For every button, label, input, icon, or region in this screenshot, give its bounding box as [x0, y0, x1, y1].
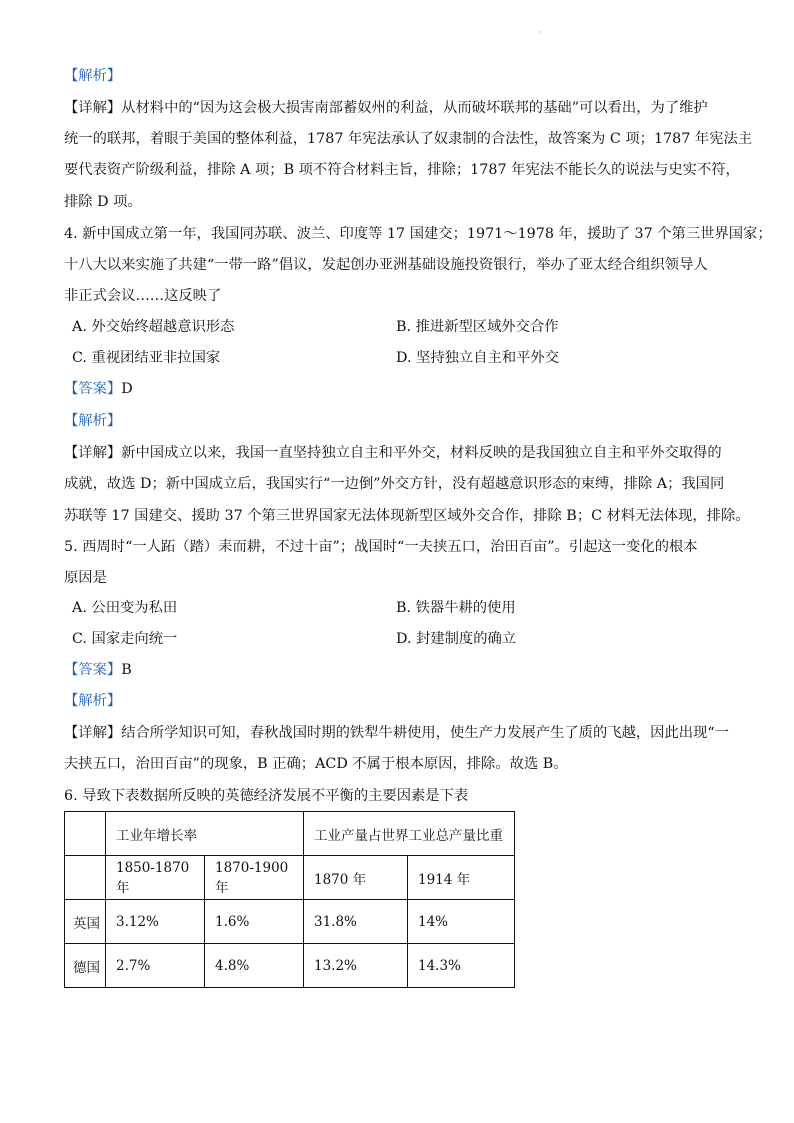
q3-detail-line-4: 排除 D 项。 [64, 194, 142, 210]
q5-detail-line-2: 夫挟五口，治田百亩”的现象，B 正确；ACD 不属于根本原因，排除。故选 B。 [64, 756, 568, 772]
q4-option-d: D. 坚持独立自主和平外交 [396, 350, 560, 366]
q4-option-a: A. 外交始终超越意识形态 [72, 319, 235, 335]
q4-detail-line-2: 成就，故选 D；新中国成立后，我国实行“一边倒”外交方针，没有超越意识形态的束缚，排除 A；我国同 [64, 476, 725, 492]
q4-stem-line-2: 十八大以来实施了共建“一带一路”倡议，发起创办亚洲基础设施投资银行，举办了亚太经合组织领导人 [64, 257, 708, 273]
table-cell: 14.3% [408, 944, 515, 988]
q3-analysis-label: 【解析】 [64, 68, 122, 84]
table-cell: 31.8% [304, 900, 408, 944]
table-row [65, 900, 515, 944]
q4-answer-row [64, 379, 133, 399]
header-world-share: 工业产量占世界工业总产量比重 [304, 812, 515, 856]
q5-option-d: D. 封建制度的确立 [396, 631, 517, 647]
q5-stem-line-2: 原因是 [64, 570, 107, 586]
q4-detail-line-3: 苏联等 17 国建交、援助 37 个第三世界国家无法体现新型区域外交合作，排除 B；C 材料无法体现，排除。 [64, 508, 750, 524]
q3-detail-line-3: 要代表资产阶级利益，排除 A 项；B 项不符合材料主旨，排除；1787 年宪法不能长久的说法与史实不符， [64, 162, 740, 178]
q4-detail-line-1: 【详解】新中国成立以来，我国一直坚持独立自主和平外交，材料反映的是我国独立自主和平外交取得的 [64, 445, 722, 461]
table-corner-cell [65, 856, 106, 900]
subheader-1850-1870: 1850-1870 年 [106, 856, 205, 900]
q4-analysis-label: 【解析】 [64, 413, 122, 429]
q5-analysis-label: 【解析】 [64, 693, 122, 709]
table-cell: 4.8% [205, 944, 304, 988]
q6-stem: 6. 导致下表数据所反映的英德经济发展不平衡的主要因素是下表 [64, 788, 469, 804]
table-cell: 2.7% [106, 944, 205, 988]
q4-answer-value: D [121, 381, 133, 397]
subheader-1870: 1870 年 [304, 856, 408, 900]
q5-option-c: C. 国家走向统一 [72, 631, 178, 647]
scan-dot: · [538, 28, 541, 37]
q4-stem-line-3: 非正式会议……这反映了 [64, 288, 222, 304]
q5-answer-label: 【答案】 [64, 662, 122, 678]
subheader-1870-1900: 1870-1900 年 [205, 856, 304, 900]
table-row [65, 944, 515, 988]
table-row [65, 812, 515, 856]
table-row [65, 856, 515, 900]
q6-data-table [64, 811, 515, 988]
subheader-1914: 1914 年 [408, 856, 515, 900]
q5-stem-line-1: 5. 西周时“一人跖（踏）耒而耕，不过十亩”；战国时“一夫挟五口，治田百亩”。引起这一变化的根本 [64, 539, 698, 555]
q4-option-b: B. 推进新型区域外交合作 [396, 319, 559, 335]
q3-detail-line-1: 【详解】从材料中的“因为这会极大损害南部蓄奴州的利益，从而破坏联邦的基础”可以看出，为了维护 [64, 100, 708, 116]
q5-detail-line-1: 【详解】结合所学知识可知，春秋战国时期的铁犁牛耕使用，使生产力发展产生了质的飞越，因此出现“一 [64, 725, 729, 741]
q4-stem-line-1: 4. 新中国成立第一年，我国同苏联、波兰、印度等 17 国建交；1971～1978 年，援助了 37 个第三世界国家； [64, 226, 772, 242]
q5-option-a: A. 公田变为私田 [72, 600, 178, 616]
q5-answer-value: B [121, 662, 132, 678]
table-cell: 1.6% [205, 900, 304, 944]
table-corner-cell [65, 812, 106, 856]
table-cell: 13.2% [304, 944, 408, 988]
q5-answer-row [64, 660, 132, 680]
q3-detail-line-2: 统一的联邦，着眼于美国的整体利益，1787 年宪法承认了奴隶制的合法性，故答案为 C 项；1787 年宪法主 [64, 131, 753, 147]
q4-option-c: C. 重视团结亚非拉国家 [72, 350, 221, 366]
table-cell: 14% [408, 900, 515, 944]
row-country-germany: 德国 [65, 944, 106, 988]
header-growth-rate: 工业年增长率 [106, 812, 304, 856]
q5-option-b: B. 铁器牛耕的使用 [396, 600, 516, 616]
q4-answer-label: 【答案】 [64, 381, 122, 397]
row-country-britain: 英国 [65, 900, 106, 944]
table-cell: 3.12% [106, 900, 205, 944]
